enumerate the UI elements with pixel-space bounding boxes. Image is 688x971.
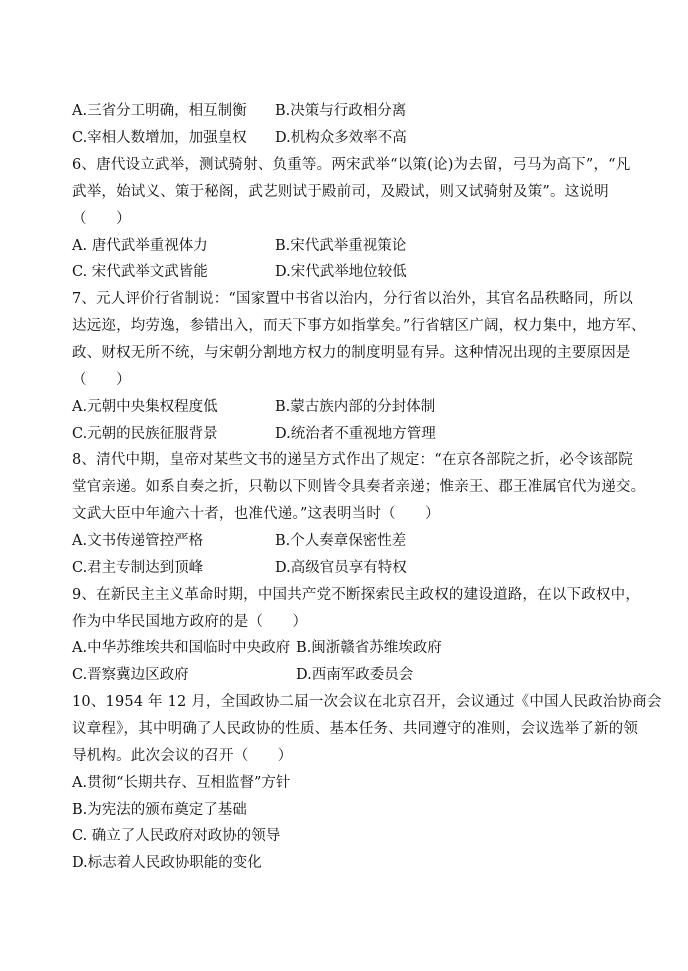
q10-stem-line-2: 议章程》，其中明确了人民政协的性质、基本任务、共同遵守的准则，会议选举了新的领 bbox=[72, 721, 639, 737]
q10-option-d: D.标志着人民政协职能的变化 bbox=[72, 855, 262, 871]
q9-stem-line-1: 9、在新民主主义革命时期，中国共产党不断探索民主政权的建设道路，在以下政权中， bbox=[72, 587, 641, 603]
q6-stem-line-2: 武举，始试义、策于秘阁，武艺则试于殿前司，及殿试，则又试骑射及策”。这说明 bbox=[72, 184, 609, 200]
q9-option-c: C.晋察冀边区政府 bbox=[72, 667, 189, 683]
q6-option-d: D.宋代武举地位较低 bbox=[275, 264, 407, 280]
q8-option-b: B.个人奏章保密性差 bbox=[275, 533, 407, 549]
q5-option-a: A.三省分工明确，相互制衡 bbox=[72, 103, 247, 119]
q6-option-a: A. 唐代武举重视体力 bbox=[72, 238, 208, 254]
q8-stem-line-3: 文武大臣中年逾六十者，也准代递。”这表明当时（ ） bbox=[72, 506, 440, 522]
q8-option-d: D.高级官员享有特权 bbox=[275, 560, 407, 576]
q8-stem-line-2: 堂官亲递。如系自奏之折，只勒以下则皆令具奏者亲递；惟亲王、郡王准属官代为递交。 bbox=[72, 479, 646, 495]
q10-option-b: B.为宪法的颁布奠定了基础 bbox=[72, 802, 247, 818]
q10-stem-line-3: 导机构。此次会议的召开（ ） bbox=[72, 748, 293, 764]
q6-option-b: B.宋代武举重视策论 bbox=[275, 238, 407, 254]
q8-option-a: A.文书传递管控严格 bbox=[72, 533, 204, 549]
q10-option-a: A.贯彻“长期共存、互相监督”方针 bbox=[72, 775, 291, 791]
q7-option-d: D.统治者不重视地方管理 bbox=[275, 426, 436, 442]
q6-stem-line-3: （ ） bbox=[72, 211, 131, 227]
q5-option-d: D.机构众多效率不高 bbox=[275, 130, 407, 146]
q5-option-c: C.宰相人数增加，加强皇权 bbox=[72, 130, 247, 146]
q8-option-c: C.君主专制达到顶峰 bbox=[72, 560, 204, 576]
q10-option-c: C. 确立了人民政府对政协的领导 bbox=[72, 828, 281, 844]
q8-stem-line-1: 8、清代中期，皇帝对某些文书的递呈方式作出了规定：“在京各部院之折，必令该部院 bbox=[72, 452, 633, 468]
q9-option-b: B.闽浙赣省苏维埃政府 bbox=[296, 640, 442, 656]
q7-option-a: A.元朝中央集权程度低 bbox=[72, 399, 218, 415]
q7-stem-line-1: 7、元人评价行省制说：“国家置中书省以治内，分行省以治外，其官名品秩略同，所以 bbox=[72, 291, 633, 307]
q7-option-c: C.元朝的民族征服背景 bbox=[72, 426, 218, 442]
q9-option-d: D.西南军政委员会 bbox=[296, 667, 414, 683]
q9-option-a: A.中华苏维埃共和国临时中央政府 bbox=[72, 640, 291, 656]
q7-stem-line-3: 政、财权无所不统，与宋朝分割地方权力的制度明显有异。这种情况出现的主要原因是 bbox=[72, 345, 631, 361]
q7-stem-line-4: （ ） bbox=[72, 372, 131, 388]
q6-option-c: C. 宋代武举文武皆能 bbox=[72, 264, 208, 280]
q9-stem-line-2: 作为中华民国地方政府的是（ ） bbox=[72, 614, 308, 630]
q5-option-b: B.决策与行政相分离 bbox=[275, 103, 407, 119]
q10-stem-line-1: 10、1954 年 12 月，全国政协二届一次会议在北京召开，会议通过《中国人民政治协商会 bbox=[72, 694, 662, 710]
q7-option-b: B.蒙古族内部的分封体制 bbox=[275, 399, 436, 415]
q7-stem-line-2: 达远迩，均劳逸，参错出入，而天下事方如指掌矣。”行省辖区广阔，权力集中，地方军、 bbox=[72, 318, 646, 334]
q6-stem-line-1: 6、唐代设立武举，测试骑射、负重等。两宋武举“以策(论)为去留，弓马为高下”，“凡 bbox=[72, 157, 631, 173]
